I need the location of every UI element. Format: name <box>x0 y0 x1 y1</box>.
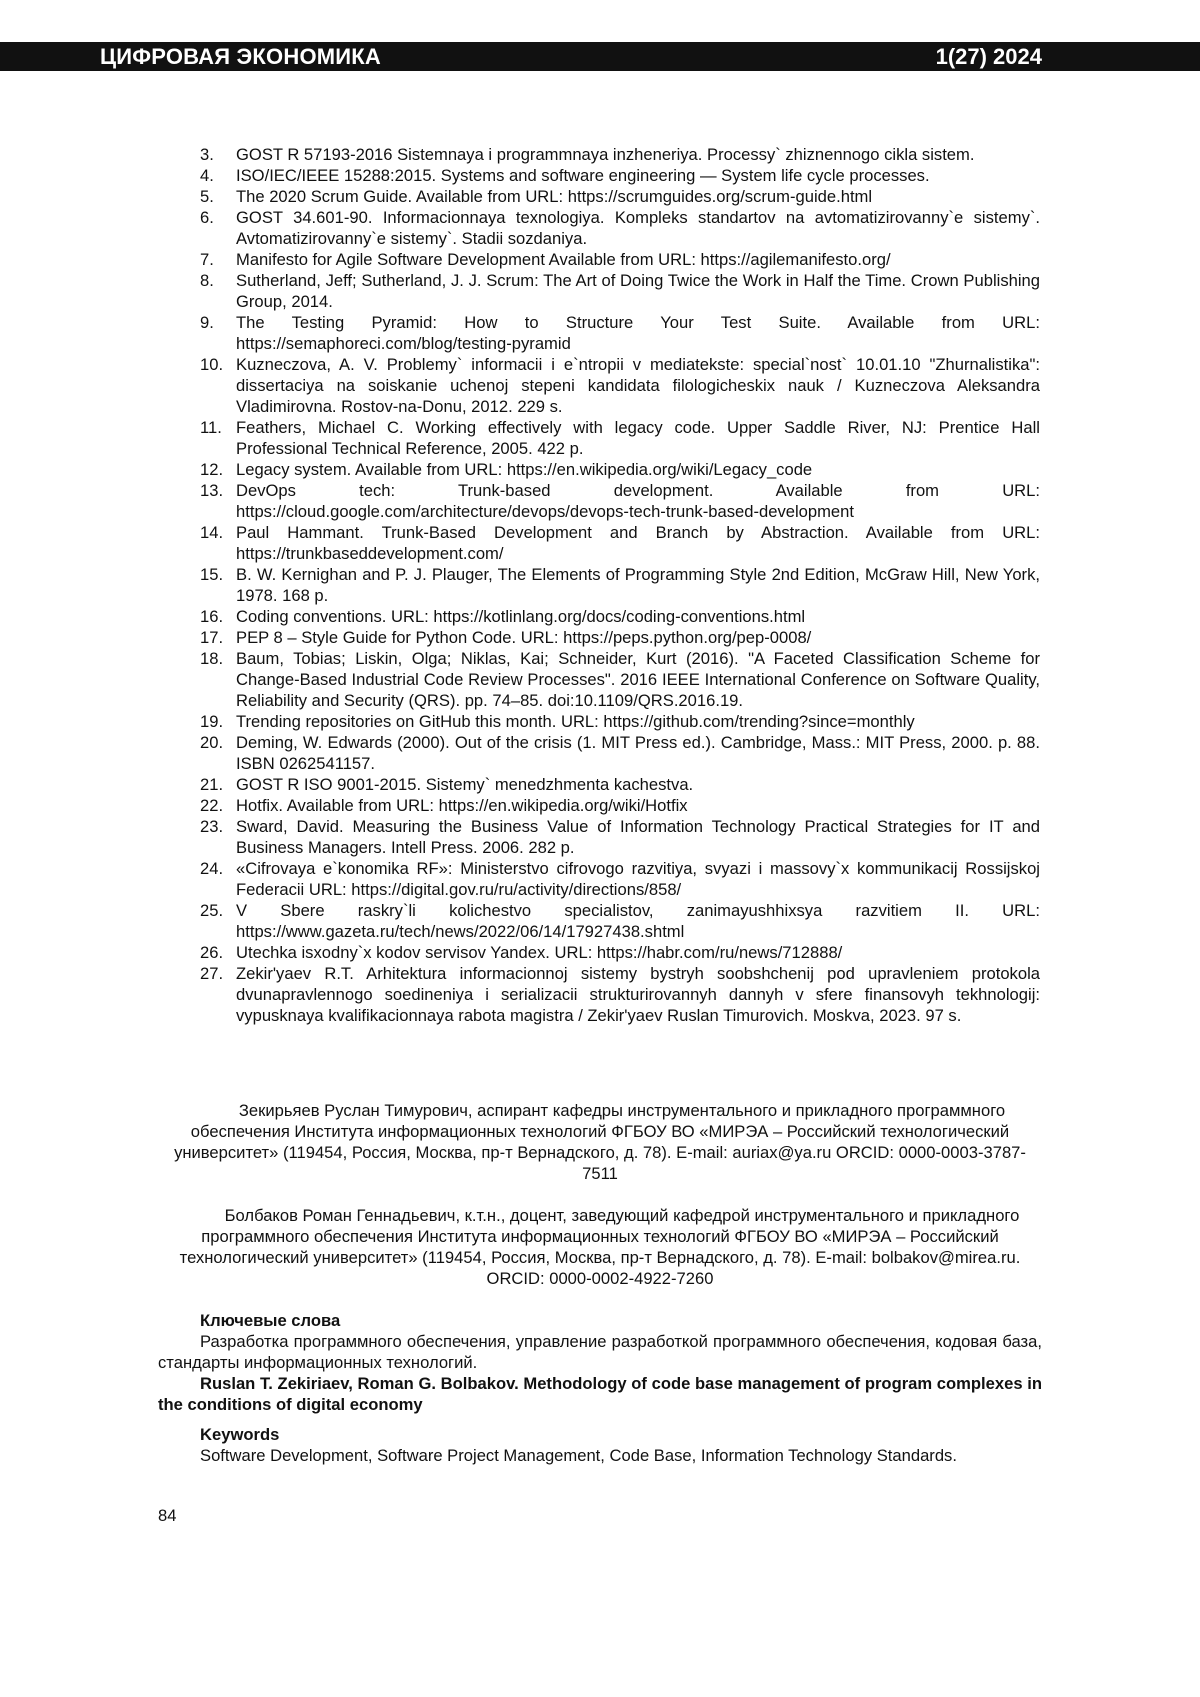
reference-text: Sutherland, Jeff; Sutherland, J. J. Scrum: The Art of Doing Twice the Work in Half the Time. Crown Publishing Group, 2014. <box>236 271 1040 311</box>
reference-item <box>200 165 1040 186</box>
reference-text: Hotfix. Available from URL: https://en.wikipedia.org/wiki/Hotfix <box>236 796 688 815</box>
reference-text: Manifesto for Agile Software Development Available from URL: https://agilemanifesto.org/ <box>236 250 891 269</box>
reference-number: 12. <box>200 459 223 480</box>
author-bolbakov: Болбаков Роман Геннадьевич, к.т.н., доцент, заведующий кафедрой инструментального и прикладного программного обеспечения Института информационных технологий ФГБОУ ВО «МИРЭА – Российский технологический университет» (119454, Россия, Москва, пр-т Вернадского, д. 78). E-mail: bolbakov@mirea.ru. ORCID: 0000-0002-4922-7260 <box>158 1205 1042 1289</box>
author-info <box>158 1100 1042 1289</box>
keywords-ru-text: Разработка программного обеспечения, управление разработкой программного обеспечения, кодовая база, стандарты информационных технологий. <box>158 1331 1042 1373</box>
reference-item <box>200 858 1040 900</box>
reference-number: 3. <box>200 144 214 165</box>
reference-text: Paul Hammant. Trunk-Based Development and Branch by Abstraction. Available from URL: https://trunkbaseddevelopment.com/ <box>236 523 1040 563</box>
journal-issue: 1(27) 2024 <box>936 42 1042 71</box>
journal-title: ЦИФРОВАЯ ЭКОНОМИКА <box>100 42 381 71</box>
reference-item <box>200 522 1040 564</box>
reference-number: 27. <box>200 963 223 984</box>
reference-item <box>200 249 1040 270</box>
reference-number: 9. <box>200 312 214 333</box>
author-zekiriaev: Зекирьяев Руслан Тимурович, аспирант кафедры инструментального и прикладного программного обеспечения Института информационных технологий ФГБОУ ВО «МИРЭА – Российский технологический университет» (119454, Россия, Москва, пр-т Вернадского, д. 78). E-mail: auriax@ya.ru ORCID: 0000-0003-3787-7511 <box>158 1100 1042 1184</box>
reference-item <box>200 627 1040 648</box>
reference-number: 23. <box>200 816 223 837</box>
reference-text: The 2020 Scrum Guide. Available from URL: https://scrumguides.org/scrum-guide.html <box>236 187 872 206</box>
reference-number: 10. <box>200 354 223 375</box>
reference-text: Utechka isxodny`x kodov servisov Yandex. URL: https://habr.com/ru/news/712888/ <box>236 943 842 962</box>
reference-text: «Cifrovaya e`konomika RF»: Ministerstvo cifrovogo razvitiya, svyazi i massovy`x kommunikacij Rossijskoj Federacii URL: https://digital.gov.ru/ru/activity/directions/858/ <box>236 859 1040 899</box>
reference-text: ISO/IEC/IEEE 15288:2015. Systems and software engineering — System life cycle processes. <box>236 166 930 185</box>
reference-text: PEP 8 – Style Guide for Python Code. URL: https://peps.python.org/pep-0008/ <box>236 628 811 647</box>
reference-item <box>200 963 1040 1026</box>
english-article-title: Ruslan T. Zekiriaev, Roman G. Bolbakov. Methodology of code base management of program complexes in the conditions of digital economy <box>158 1373 1042 1415</box>
reference-text: Legacy system. Available from URL: https://en.wikipedia.org/wiki/Legacy_code <box>236 460 812 479</box>
reference-item <box>200 648 1040 711</box>
reference-text: Trending repositories on GitHub this month. URL: https://github.com/trending?since=monthly <box>236 712 915 731</box>
reference-number: 20. <box>200 732 223 753</box>
reference-number: 8. <box>200 270 214 291</box>
keywords-en-heading: Keywords <box>158 1424 1042 1445</box>
journal-header-bar <box>0 42 1200 71</box>
reference-number: 24. <box>200 858 223 879</box>
reference-item <box>200 816 1040 858</box>
keywords-ru-heading: Ключевые слова <box>158 1310 1042 1331</box>
reference-number: 14. <box>200 522 223 543</box>
reference-number: 26. <box>200 942 223 963</box>
reference-text: Deming, W. Edwards (2000). Out of the crisis (1. MIT Press ed.). Cambridge, Mass.: MIT Press, 2000. p. 88. ISBN 0262541157. <box>236 733 1040 773</box>
reference-number: 21. <box>200 774 223 795</box>
reference-text: Coding conventions. URL: https://kotlinlang.org/docs/coding-conventions.html <box>236 607 805 626</box>
reference-text: Kuzneczova, A. V. Problemy` informacii i e`ntropii v mediatekste: special`nost` 10.01.10 "Zhurnalistika": dissertaciya na soiskanie uchenoj stepeni kandidata filologicheskix nauk / Kuzneczova Aleksandra Vladimirovna. Rostov-na-Donu, 2012. 229 s. <box>236 355 1040 416</box>
reference-number: 11. <box>200 417 222 438</box>
reference-item <box>200 207 1040 249</box>
keywords-en-text: Software Development, Software Project Management, Code Base, Information Technology Standards. <box>158 1445 1042 1466</box>
reference-number: 16. <box>200 606 223 627</box>
reference-item <box>200 417 1040 459</box>
reference-item <box>200 354 1040 417</box>
reference-item <box>200 564 1040 606</box>
reference-item <box>200 942 1040 963</box>
reference-item <box>200 606 1040 627</box>
reference-text: Sward, David. Measuring the Business Value of Information Technology Practical Strategies for IT and Business Managers. Intell Press. 2006. 282 p. <box>236 817 1040 857</box>
reference-item <box>200 711 1040 732</box>
reference-item <box>200 312 1040 354</box>
reference-item <box>200 186 1040 207</box>
reference-number: 25. <box>200 900 223 921</box>
reference-text: Zekir'yaev R.T. Arhitektura informacionnoj sistemy bystryh soobshchenij pod upravleniem protokola dvunapravlennogo soedineniya i serializacii strukturirovannyh dannyh v sfere finansovyh tekhnologij: vypusknaya kvalifikacionnaya rabota magistra / Zekir'yaev Ruslan Timurovich. Moskva, 2023. 97 s. <box>236 964 1040 1025</box>
reference-text: DevOps tech: Trunk-based development. Available from URL: https://cloud.google.com/architecture/devops/devops-tech-trunk-based-development <box>236 481 1040 521</box>
reference-item <box>200 774 1040 795</box>
reference-number: 19. <box>200 711 223 732</box>
reference-list <box>200 144 1040 1026</box>
reference-text: B. W. Kernighan and P. J. Plauger, The Elements of Programming Style 2nd Edition, McGraw Hill, New York, 1978. 168 p. <box>236 565 1040 605</box>
reference-text: GOST R 57193-2016 Sistemnaya i programmnaya inzheneriya. Processy` zhiznennogo cikla sistem. <box>236 145 974 164</box>
reference-number: 7. <box>200 249 214 270</box>
reference-number: 15. <box>200 564 223 585</box>
page-number: 84 <box>158 1505 176 1526</box>
reference-number: 4. <box>200 165 214 186</box>
reference-number: 17. <box>200 627 223 648</box>
reference-item <box>200 459 1040 480</box>
reference-item <box>200 732 1040 774</box>
keywords-section <box>158 1310 1042 1466</box>
reference-item <box>200 480 1040 522</box>
reference-text: GOST 34.601-90. Informacionnaya texnologiya. Kompleks standartov na avtomatizirovanny`e sistemy`. Avtomatizirovanny`e sistemy`. Stadii sozdaniya. <box>236 208 1040 248</box>
reference-item <box>200 144 1040 165</box>
reference-text: The Testing Pyramid: How to Structure Your Test Suite. Available from URL: https://semaphoreci.com/blog/testing-pyramid <box>236 313 1040 353</box>
reference-number: 5. <box>200 186 214 207</box>
reference-text: GOST R ISO 9001-2015. Sistemy` menedzhmenta kachestva. <box>236 775 693 794</box>
reference-number: 6. <box>200 207 214 228</box>
reference-number: 22. <box>200 795 223 816</box>
reference-item <box>200 900 1040 942</box>
reference-item <box>200 795 1040 816</box>
reference-number: 18. <box>200 648 223 669</box>
reference-item <box>200 270 1040 312</box>
reference-text: Baum, Tobias; Liskin, Olga; Niklas, Kai; Schneider, Kurt (2016). "A Faceted Classification Scheme for Change-Based Industrial Code Review Processes". 2016 IEEE International Conference on Software Quality, Reliability and Security (QRS). pp. 74–85. doi:10.1109/QRS.2016.19. <box>236 649 1040 710</box>
reference-number: 13. <box>200 480 223 501</box>
reference-text: V Sbere raskry`li kolichestvo specialistov, zanimayushhixsya razvitiem II. URL: https://www.gazeta.ru/tech/news/2022/06/14/17927438.shtml <box>236 901 1040 941</box>
reference-text: Feathers, Michael C. Working effectively with legacy code. Upper Saddle River, NJ: Prentice Hall Professional Technical Reference, 2005. 422 p. <box>236 418 1040 458</box>
